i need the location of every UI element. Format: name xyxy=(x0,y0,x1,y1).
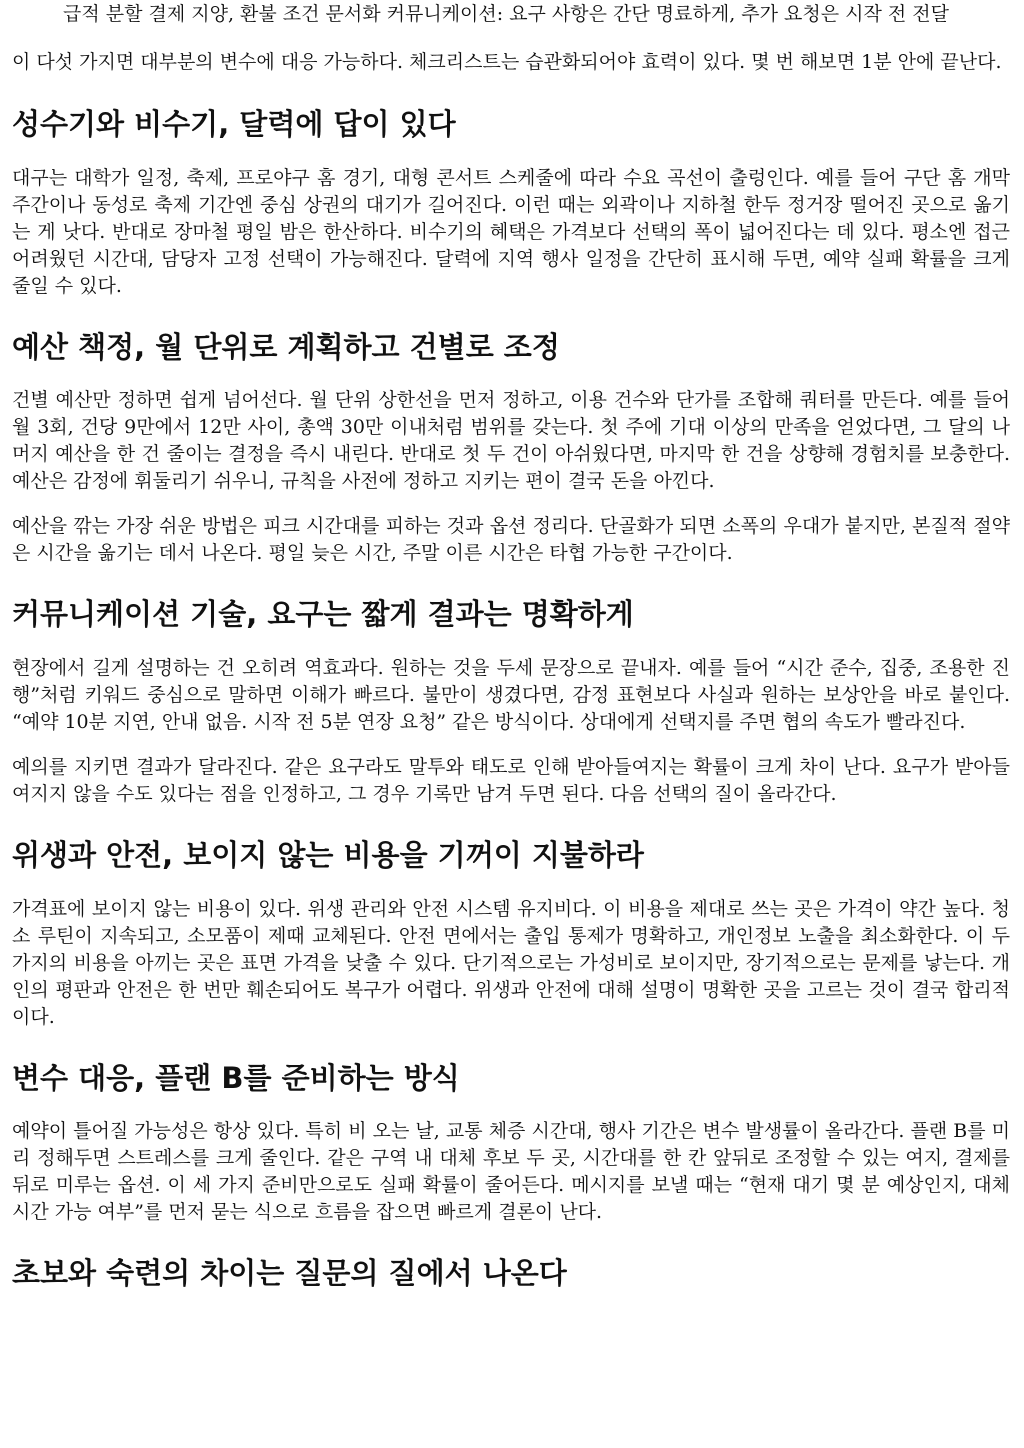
article-body xyxy=(12,0,1010,1293)
section-heading-seasons: 성수기와 비수기, 달력에 답이 있다 xyxy=(12,107,456,141)
section-heading-communication: 커뮤니케이션 기술, 요구는 짧게 결과는 명확하게 xyxy=(12,597,634,631)
section-paragraph: 현장에서 길게 설명하는 건 오히려 역효과다. 원하는 것을 두세 문장으로 끝내자. 예를 들어 “시간 준수, 집중, 조용한 진행”처럼 키워드 중심으로 말하면 이해가 빠르다. 불만이 생겼다면, 감정 표현보다 사실과 원하는 보상안을 바로 붙인다. “예약 10분 지연, 안내 없음. 시작 전 5분 연장 요청” 같은 방식이다. 상대에게 선택지를 주면 협의 속도가 빨라진다. xyxy=(12,657,1010,733)
section-paragraph: 가격표에 보이지 않는 비용이 있다. 위생 관리와 안전 시스템 유지비다. 이 비용을 제대로 쓰는 곳은 가격이 약간 높다. 청소 루틴이 지속되고, 소모품이 제때 교체된다. 안전 면에서는 출입 통제가 명확하고, 개인정보 노출을 최소화한다. 이 두 가지의 비용을 아끼는 곳은 표면 가격을 낮출 수 있다. 단기적으로는 가성비로 보이지만, 장기적으로는 문제를 낳는다. 개인의 평판과 안전은 한 번만 훼손되어도 복구가 어렵다. 위생과 안전에 대해 설명이 명확한 곳을 고르는 것이 결국 합리적이다. xyxy=(12,898,1010,1028)
section-paragraph: 예산을 깎는 가장 쉬운 방법은 피크 시간대를 피하는 것과 옵션 정리다. 단골화가 되면 소폭의 우대가 붙지만, 본질적 절약은 시간을 옮기는 데서 나온다. 평일 늦은 시간, 주말 이른 시간은 타협 가능한 구간이다. xyxy=(12,515,1010,564)
section-heading-budget: 예산 책정, 월 단위로 계획하고 건별로 조정 xyxy=(12,330,560,364)
section-paragraph: 예의를 지키면 결과가 달라진다. 같은 요구라도 말투와 태도로 인해 받아들여지는 확률이 크게 차이 난다. 요구가 받아들여지지 않을 수도 있다는 점을 인정하고, 그 경우 기록만 남겨 두면 된다. 다음 선택의 질이 올라간다. xyxy=(12,756,1010,805)
section-heading-plan-b: 변수 대응, 플랜 B를 준비하는 방식 xyxy=(12,1061,460,1095)
intro-paragraph: 이 다섯 가지면 대부분의 변수에 대응 가능하다. 체크리스트는 습관화되어야 효력이 있다. 몇 번 해보면 1분 안에 끝난다. xyxy=(12,51,1002,73)
section-paragraph: 예약이 틀어질 가능성은 항상 있다. 특히 비 오는 날, 교통 체증 시간대, 행사 기간은 변수 발생률이 올라간다. 플랜 B를 미리 정해두면 스트레스를 크게 줄인다. 같은 구역 내 대체 후보 두 곳, 시간대를 한 칸 앞뒤로 조정할 수 있는 여지, 결제를 뒤로 미루는 옵션. 이 세 가지 준비만으로도 실패 확률이 줄어든다. 메시지를 보낼 때는 “현재 대기 몇 분 예상인지, 대체 시간 가능 여부”를 먼저 묻는 식으로 흐름을 잡으면 빠르게 결론이 난다. xyxy=(12,1120,1010,1223)
section-paragraph: 건별 예산만 정하면 쉽게 넘어선다. 월 단위 상한선을 먼저 정하고, 이용 건수와 단가를 조합해 쿼터를 만든다. 예를 들어 월 3회, 건당 9만에서 12만 사이, 총액 30만 이내처럼 범위를 갖는다. 첫 주에 기대 이상의 만족을 얻었다면, 그 달의 나머지 예산을 한 건 줄이는 결정을 즉시 내린다. 반대로 첫 두 건이 아쉬웠다면, 마지막 한 건을 상향해 경험치를 보충한다. 예산은 감정에 휘둘리기 쉬우니, 규칙을 사전에 정하고 지키는 편이 결국 돈을 아낀다. xyxy=(12,389,1010,492)
section-heading-questions: 초보와 숙련의 차이는 질문의 질에서 나온다 xyxy=(12,1256,567,1290)
section-paragraph: 대구는 대학가 일정, 축제, 프로야구 홈 경기, 대형 콘서트 스케줄에 따라 수요 곡선이 출렁인다. 예를 들어 구단 홈 개막 주간이나 동성로 축제 기간엔 중심 상권의 대기가 길어진다. 이런 때는 외곽이나 지하철 한두 정거장 떨어진 곳으로 옮기는 게 낫다. 반대로 장마철 평일 밤은 한산하다. 비수기의 혜택은 가격보다 선택의 폭이 넓어진다는 데 있다. 평소엔 접근 어려웠던 시간대, 담당자 고정 선택이 가능해진다. 달력에 지역 행사 일정을 간단히 표시해 두면, 예약 실패 확률을 크게 줄일 수 있다. xyxy=(12,167,1010,297)
list-item-continuation: 급적 분할 결제 지양, 환불 조건 문서화 커뮤니케이션: 요구 사항은 간단 명료하게, 추가 요청은 시작 전 전달 xyxy=(63,3,949,25)
section-heading-hygiene-safety: 위생과 안전, 보이지 않는 비용을 기꺼이 지불하라 xyxy=(12,838,644,872)
